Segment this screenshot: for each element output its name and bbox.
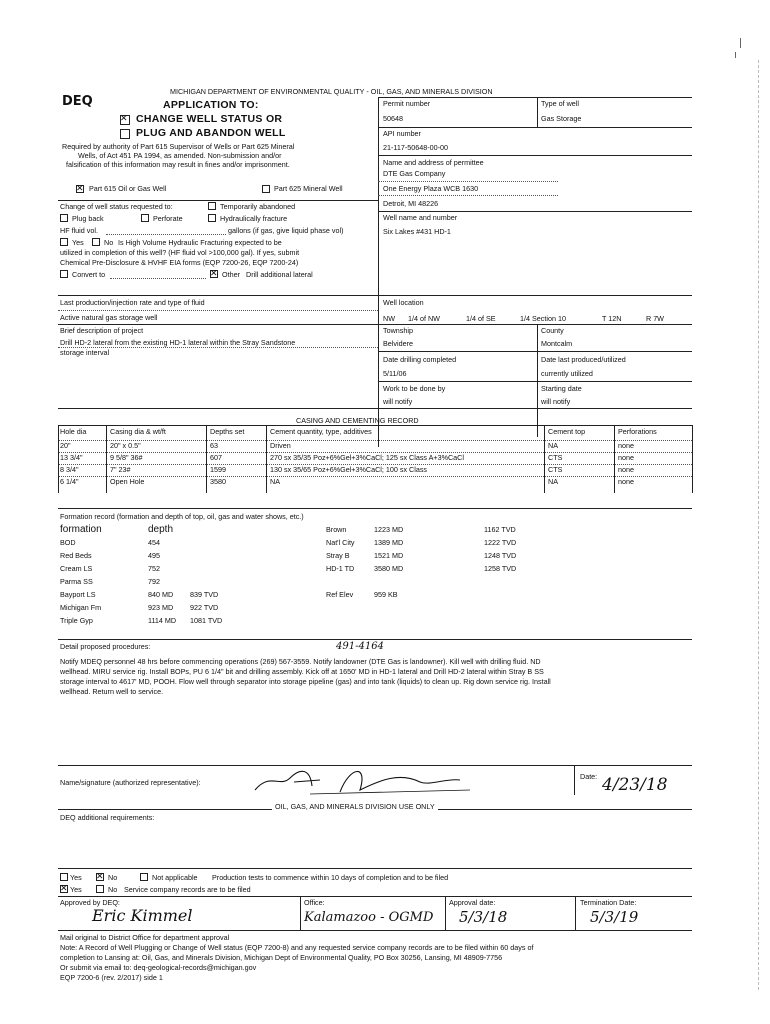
application-to-label: APPLICATION TO: xyxy=(163,99,259,111)
other-checkbox[interactable] xyxy=(210,270,218,278)
formation-label: Formation record (formation and depth of top, oil, gas and water shows, etc.) xyxy=(60,512,304,521)
hydraulic-label: Hydraulically fracture xyxy=(220,214,288,223)
other-label: Other xyxy=(222,270,240,279)
permit-number-value: 50648 xyxy=(383,114,403,123)
change-status-label: CHANGE WELL STATUS OR xyxy=(136,113,283,125)
prod-tests-na-checkbox[interactable] xyxy=(140,873,148,881)
formation-entry: Red Beds xyxy=(60,551,92,560)
formation-entry: 922 TVD xyxy=(190,603,219,612)
service-no-checkbox[interactable] xyxy=(96,885,104,893)
authority-text: falsification of this information may result in fines and/or imprisonment. xyxy=(66,160,290,169)
formation-entry: HD-1 TD xyxy=(326,564,355,573)
footer-line: Or submit via email to: deq-geological-records@michigan.gov xyxy=(60,963,257,972)
formation-entry: Parma SS xyxy=(60,577,93,586)
formation-entry: 959 KB xyxy=(374,590,398,599)
casing-cell: 9 5/8" 36# xyxy=(110,453,143,462)
county-value: Montcalm xyxy=(541,339,573,348)
not-applicable-label: Not applicable xyxy=(152,873,198,882)
casing-cell: none xyxy=(618,465,634,474)
casing-cell: 3580 xyxy=(210,477,226,486)
casing-cell: 8 3/4" xyxy=(60,465,79,474)
formation-entry: 3580 MD xyxy=(374,564,404,573)
change-status-checkbox[interactable] xyxy=(120,115,130,125)
plug-back-label: Plug back xyxy=(72,214,104,223)
project-line: storage interval xyxy=(60,348,110,357)
hvhf-no-label: No xyxy=(104,238,114,247)
casing-cell: none xyxy=(618,441,634,450)
gallons-label: gallons (if gas, give liquid phase vol) xyxy=(228,226,344,235)
signature-label: Name/signature (authorized representative): xyxy=(60,778,201,787)
hvhf-question: Chemical Pre-Disclosure & HVHF EIA forms (EQP 7200-26, EQP 7200-24) xyxy=(60,258,299,267)
footer-line: Mail original to District Office for department approval xyxy=(60,933,230,942)
termination-date-label: Termination Date: xyxy=(580,898,637,907)
formation-col-header: formation xyxy=(60,524,102,535)
change-status-line: Change of well status requested to: xyxy=(60,202,173,211)
drill-date-value: 5/11/06 xyxy=(383,369,407,378)
casing-cell: NA xyxy=(548,477,558,486)
formation-entry: BOD xyxy=(60,538,76,547)
casing-header: Perforations xyxy=(618,427,657,436)
work-by-label: Work to be done by xyxy=(383,384,446,393)
hf-fluid-label: HF fluid vol. xyxy=(60,226,98,235)
formation-entry: 1222 TVD xyxy=(484,538,517,547)
hvhf-yes-checkbox[interactable] xyxy=(60,238,68,246)
column-divider xyxy=(614,425,615,493)
formation-entry: Nat'l City xyxy=(326,538,355,547)
applicant-signature xyxy=(250,760,490,800)
formation-entry: 1389 MD xyxy=(374,538,404,547)
casing-cell: 6 1/4" xyxy=(60,477,79,486)
casing-cell: NA xyxy=(270,477,280,486)
procedures-label: Detail proposed procedures: xyxy=(60,642,151,651)
row-divider xyxy=(58,452,692,453)
yes-label: Yes xyxy=(70,873,82,882)
approval-date-label: Approval date: xyxy=(449,898,496,907)
starting-date-label: Starting date xyxy=(541,384,582,393)
row-divider xyxy=(58,464,692,465)
formation-entry: 840 MD xyxy=(148,590,174,599)
casing-cell: 7" 23# xyxy=(110,465,131,474)
depth-col-header: depth xyxy=(148,524,174,535)
location-rng: R 7W xyxy=(646,314,664,323)
casing-cell: NA xyxy=(548,441,558,450)
production-value: Active natural gas storage well xyxy=(60,313,158,322)
temp-abandoned-checkbox[interactable] xyxy=(208,202,216,210)
form-number: EQP 7200-6 (rev. 2/2017) side 1 xyxy=(60,973,163,982)
starting-date-value: will notify xyxy=(541,397,571,406)
column-divider xyxy=(58,425,59,493)
api-number-label: API number xyxy=(383,129,421,138)
permittee-label: Name and address of permittee xyxy=(383,158,484,167)
casing-header: Hole dia xyxy=(60,427,87,436)
convert-label: Convert to xyxy=(72,270,106,279)
api-number-value: 21-117-50648-00-00 xyxy=(383,143,449,152)
hvhf-no-checkbox[interactable] xyxy=(92,238,100,246)
office-value: Kalamazoo - OGMD xyxy=(304,910,434,925)
well-name-value: Six Lakes #431 HD-1 xyxy=(383,227,451,236)
formation-entry: Michigan Fm xyxy=(60,603,102,612)
county-label: County xyxy=(541,326,564,335)
deq-use-title: OIL, GAS, AND MINERALS DIVISION USE ONLY xyxy=(272,802,438,811)
well-location-label: Well location xyxy=(383,298,424,307)
procedure-line: Notify MDEQ personnel 48 hrs before commencing operations (269) 567-3559. Notify landowner (DTE Gas is landowner). Kill well with drilling fluid. ND xyxy=(60,657,541,666)
perforate-checkbox[interactable] xyxy=(141,214,149,222)
part625-checkbox[interactable] xyxy=(262,185,270,193)
last-produced-label: Date last produced/utilized xyxy=(541,355,626,364)
casing-header: Depths set xyxy=(210,427,245,436)
formation-entry: Ref Elev xyxy=(326,590,354,599)
project-line: Drill HD-2 lateral from the existing HD-1 lateral within the Stray Sandstone xyxy=(60,338,296,347)
casing-cell: 13 3/4" xyxy=(60,453,83,462)
plug-abandon-checkbox[interactable] xyxy=(120,129,130,139)
location-nw: NW xyxy=(383,314,395,323)
signature-date: 4/23/18 xyxy=(602,775,668,795)
casing-cell: 63 xyxy=(210,441,218,450)
formation-entry: 1248 TVD xyxy=(484,551,517,560)
deq-logo: DEQ xyxy=(62,94,93,109)
casing-header: Cement top xyxy=(548,427,586,436)
permit-number-label: Permit number xyxy=(383,99,431,108)
approver-signature: Eric Kimmel xyxy=(92,906,193,925)
casing-cell: none xyxy=(618,477,634,486)
well-type-value: Gas Storage xyxy=(541,114,582,123)
formation-entry: 1081 TVD xyxy=(190,616,223,625)
casing-cell: CTS xyxy=(548,465,563,474)
formation-entry: 1258 TVD xyxy=(484,564,517,573)
hvhf-yes-label: Yes xyxy=(72,238,84,247)
footer-line: Note: A Record of Well Plugging or Change of Well status (EQP 7200-8) and any requested service company records are to be filed within 60 days of xyxy=(60,943,534,952)
casing-cell: 20" x 0.5" xyxy=(110,441,141,450)
formation-entry: 1521 MD xyxy=(374,551,404,560)
termination-date-value: 5/3/19 xyxy=(590,908,639,926)
approval-date-value: 5/3/18 xyxy=(459,908,508,926)
well-type-label: Type of well xyxy=(541,99,579,108)
no-label: No xyxy=(108,873,118,882)
part615-label: Part 615 Oil or Gas Well xyxy=(89,184,167,193)
hydraulic-checkbox[interactable] xyxy=(208,214,216,222)
township-value: Belvidere xyxy=(383,339,413,348)
formation-entry: Stray B xyxy=(326,551,350,560)
formation-entry: Triple Gyp xyxy=(60,616,93,625)
other-value: Drill additional lateral xyxy=(246,270,313,279)
casing-header: Casing dia & wt/ft xyxy=(110,427,166,436)
hvhf-question: utilized in completion of this well? (HF fluid vol >100,000 gal). If yes, submit xyxy=(60,248,300,257)
hvhf-question: Is High Volume Hydraulic Fracturing expected to be xyxy=(118,238,282,247)
formation-entry: 792 xyxy=(148,577,160,586)
prod-tests-text: Production tests to commence within 10 days of completion and to be filed xyxy=(212,873,449,882)
casing-cell: Driven xyxy=(270,441,291,450)
prod-tests-no-checkbox[interactable] xyxy=(96,873,104,881)
procedure-line: storage interval to 4617' MD, POOH. Flow well through separator into storage pipeline (gas) and into tank (liquids) to clean up. Rig down service rig. Install xyxy=(60,677,551,686)
procedure-line: wellhead. Return well to service. xyxy=(60,687,164,696)
township-label: Township xyxy=(383,326,413,335)
casing-cell: 270 sx 35/35 Poz+6%Gel+3%CaCl; 125 sx Class A+3%CaCl xyxy=(270,453,464,462)
perforate-label: Perforate xyxy=(153,214,183,223)
formation-entry: 495 xyxy=(148,551,160,560)
formation-entry: 1162 TVD xyxy=(484,525,516,534)
formation-entry: Bayport LS xyxy=(60,590,96,599)
column-divider xyxy=(106,425,107,493)
location-q3: 1/4 Section 10 xyxy=(520,314,566,323)
location-q2: 1/4 of SE xyxy=(466,314,496,323)
handwritten-phone: 491-4164 xyxy=(336,641,384,652)
column-divider xyxy=(692,425,693,493)
formation-entry: Brown xyxy=(326,525,347,534)
prod-tests-yes-checkbox[interactable] xyxy=(60,873,68,881)
casing-cell: Open Hole xyxy=(110,477,145,486)
casing-cell: 1599 xyxy=(210,465,226,474)
formation-entry: 454 xyxy=(148,538,160,547)
procedure-line: wellhead. MIRU service rig. Install BOPs, PU 6 1/4" bit and drilling assembly. Kick off at 1650' MD in HD-1 lateral and Drill HD-2 lateral within Stray B SS xyxy=(60,667,544,676)
drill-date-label: Date drilling completed xyxy=(383,355,457,364)
column-divider xyxy=(544,425,545,493)
part615-checkbox[interactable] xyxy=(76,185,84,193)
scan-mark xyxy=(740,38,741,48)
authority-text: Wells, of Act 451 PA 1994, as amended. Non-submission and/or xyxy=(78,151,282,160)
casing-cell: CTS xyxy=(548,453,563,462)
temp-abandoned-label: Temporarily abandoned xyxy=(220,202,296,211)
formation-entry: 839 TVD xyxy=(190,590,219,599)
casing-header: Cement quantity, type, additives xyxy=(270,427,372,436)
approved-by-label: Approved by DEQ: xyxy=(60,898,120,907)
formation-entry: 752 xyxy=(148,564,160,573)
formation-entry: 1114 MD xyxy=(148,616,177,625)
office-label: Office: xyxy=(304,898,325,907)
deq-requirements-label: DEQ additional requirements: xyxy=(60,813,155,822)
formation-entry: Cream LS xyxy=(60,564,93,573)
location-twp: T 12N xyxy=(602,314,622,323)
authority-text: Required by authority of Part 615 Supervisor of Wells or Part 625 Mineral xyxy=(62,142,295,151)
scan-mark xyxy=(735,52,736,58)
column-divider xyxy=(266,425,267,493)
permittee-address: Detroit, MI 48226 xyxy=(383,199,439,208)
scan-edge-line xyxy=(758,60,759,990)
production-label: Last production/injection rate and type of fluid xyxy=(60,298,205,307)
casing-cell: 130 sx 35/65 Poz+6%Gel+3%CaCl; 100 sx Class xyxy=(270,465,428,474)
convert-checkbox[interactable] xyxy=(60,270,68,278)
plug-back-checkbox[interactable] xyxy=(60,214,68,222)
permittee-name: DTE Gas Company xyxy=(383,169,446,178)
plug-abandon-label: PLUG AND ABANDON WELL xyxy=(136,127,286,139)
agency-title: MICHIGAN DEPARTMENT OF ENVIRONMENTAL QUALITY - OIL, GAS, AND MINERALS DIVISION xyxy=(170,87,493,96)
row-divider xyxy=(58,476,692,477)
yes-label: Yes xyxy=(70,885,82,894)
service-yes-checkbox[interactable] xyxy=(60,885,68,893)
well-name-label: Well name and number xyxy=(383,213,458,222)
footer-line: completion to Lansing at: Oil, Gas, and Minerals Division, Michigan Dept of Environmental Quality, PO Box 30256, Lansing, MI 48909-7756 xyxy=(60,953,503,962)
permittee-address: One Energy Plaza WCB 1630 xyxy=(383,184,479,193)
casing-cell: 20" xyxy=(60,441,71,450)
part625-label: Part 625 Mineral Well xyxy=(274,184,343,193)
location-q1: 1/4 of NW xyxy=(408,314,440,323)
work-by-value: will notify xyxy=(383,397,413,406)
casing-cell: 607 xyxy=(210,453,222,462)
service-records-text: Service company records are to be filed xyxy=(124,885,251,894)
casing-title: CASING AND CEMENTING RECORD xyxy=(296,416,419,425)
column-divider xyxy=(206,425,207,493)
project-label: Brief description of project xyxy=(60,326,144,335)
last-produced-value: currently utilized xyxy=(541,369,593,378)
date-label: Date: xyxy=(580,772,598,781)
formation-entry: 1223 MD xyxy=(374,525,404,534)
no-label: No xyxy=(108,885,118,894)
casing-cell: none xyxy=(618,453,634,462)
formation-entry: 923 MD xyxy=(148,603,174,612)
row-divider xyxy=(58,440,692,441)
